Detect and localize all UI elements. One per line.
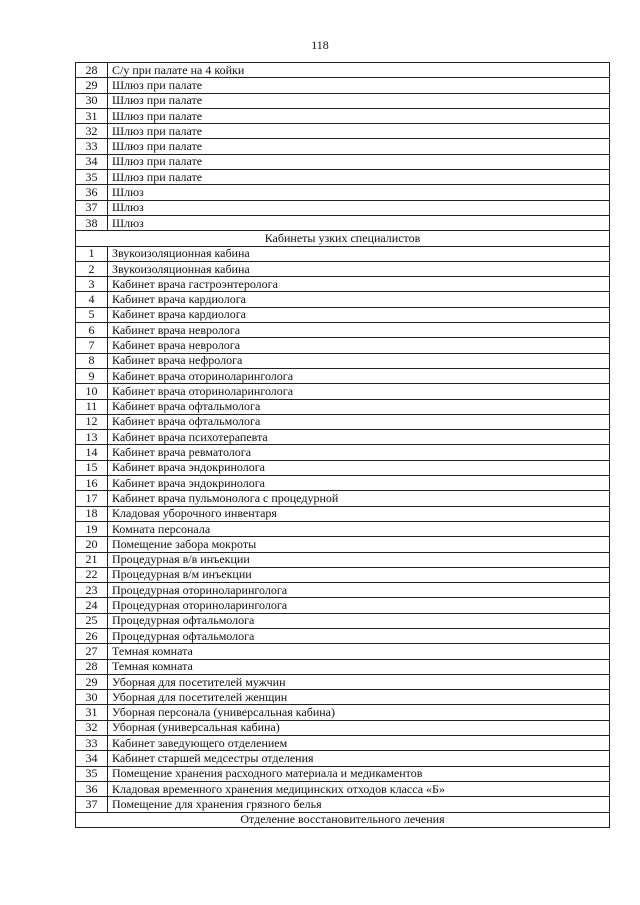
room-name: Кабинет врача оториноларинголога: [108, 384, 610, 399]
table-row: [76, 277, 610, 292]
row-number: 33: [76, 139, 108, 154]
room-name: Уборная персонала (универсальная кабина): [108, 705, 610, 720]
row-number: 2: [76, 261, 108, 276]
row-number: 5: [76, 307, 108, 322]
row-number: 22: [76, 567, 108, 582]
room-name: Кабинет заведующего отделением: [108, 736, 610, 751]
table-row: [76, 628, 610, 643]
row-number: 20: [76, 537, 108, 552]
table-row: [76, 567, 610, 582]
room-name: Комната персонала: [108, 521, 610, 536]
room-name: Шлюз при палате: [108, 124, 610, 139]
row-number: 19: [76, 521, 108, 536]
room-name: Кабинет врача офтальмолога: [108, 399, 610, 414]
row-number: 3: [76, 277, 108, 292]
table-row: [76, 139, 610, 154]
room-name: Процедурная офтальмолога: [108, 613, 610, 628]
row-number: 26: [76, 628, 108, 643]
row-number: 34: [76, 154, 108, 169]
row-number: 23: [76, 583, 108, 598]
room-name: Кабинет врача эндокринолога: [108, 460, 610, 475]
row-number: 17: [76, 491, 108, 506]
room-name: Шлюз: [108, 200, 610, 215]
row-number: 31: [76, 108, 108, 123]
table-row: [76, 613, 610, 628]
room-name: Помещение хранения расходного материала и медикаментов: [108, 766, 610, 781]
table-row: [76, 185, 610, 200]
room-name: Кладовая уборочного инвентаря: [108, 506, 610, 521]
table-row: [76, 384, 610, 399]
row-number: 11: [76, 399, 108, 414]
row-number: 32: [76, 124, 108, 139]
row-number: 24: [76, 598, 108, 613]
room-name: Шлюз: [108, 185, 610, 200]
room-name: Кладовая временного хранения медицинских отходов класса «Б»: [108, 781, 610, 796]
table-row: [76, 445, 610, 460]
room-name: Процедурная офтальмолога: [108, 628, 610, 643]
row-number: 27: [76, 644, 108, 659]
room-name: Кабинет врача пульмонолога с процедурной: [108, 491, 610, 506]
row-number: 18: [76, 506, 108, 521]
row-number: 33: [76, 736, 108, 751]
room-name: Кабинет врача невролога: [108, 338, 610, 353]
room-name: Шлюз: [108, 215, 610, 230]
rooms-table: [75, 62, 610, 828]
room-name: Шлюз при палате: [108, 108, 610, 123]
table-row: [76, 674, 610, 689]
table-row: [76, 63, 610, 78]
room-name: Темная комната: [108, 644, 610, 659]
table-row: [76, 781, 610, 796]
table-row: [76, 246, 610, 261]
room-name: Шлюз при палате: [108, 93, 610, 108]
row-number: 15: [76, 460, 108, 475]
table-row: [76, 766, 610, 781]
room-name: Кабинет врача нефролога: [108, 353, 610, 368]
table-row: [76, 521, 610, 536]
row-number: 6: [76, 323, 108, 338]
room-name: Кабинет врача эндокринолога: [108, 476, 610, 491]
row-number: 32: [76, 720, 108, 735]
room-name: Шлюз при палате: [108, 170, 610, 185]
row-number: 21: [76, 552, 108, 567]
page-number: 118: [311, 38, 329, 52]
room-name: Процедурная оториноларинголога: [108, 583, 610, 598]
row-number: 28: [76, 659, 108, 674]
row-number: 12: [76, 414, 108, 429]
room-name: Кабинет врача оториноларинголога: [108, 368, 610, 383]
table-row: [76, 476, 610, 491]
table-row: [76, 659, 610, 674]
room-name: Уборная для посетителей женщин: [108, 690, 610, 705]
row-number: 37: [76, 200, 108, 215]
table-row: [76, 460, 610, 475]
row-number: 4: [76, 292, 108, 307]
section-title: Кабинеты узких специалистов: [76, 231, 610, 246]
room-name: Кабинет врача кардиолога: [108, 307, 610, 322]
room-name: Кабинет старшей медсестры отделения: [108, 751, 610, 766]
room-name: Звукоизоляционная кабина: [108, 261, 610, 276]
table-row: [76, 537, 610, 552]
table-row: [76, 338, 610, 353]
row-number: 37: [76, 797, 108, 812]
table-row: [76, 93, 610, 108]
row-number: 28: [76, 63, 108, 78]
section-title: Отделение восстановительного лечения: [76, 812, 610, 827]
table-row: [76, 124, 610, 139]
table-row: [76, 430, 610, 445]
table-row: [76, 261, 610, 276]
room-name: Шлюз при палате: [108, 139, 610, 154]
row-number: 8: [76, 353, 108, 368]
table-row: [76, 154, 610, 169]
room-name: Процедурная оториноларинголога: [108, 598, 610, 613]
table-row: [76, 78, 610, 93]
table-row: [76, 200, 610, 215]
table-row: [76, 506, 610, 521]
table-row: [76, 720, 610, 735]
row-number: 13: [76, 430, 108, 445]
row-number: 29: [76, 674, 108, 689]
table-row: [76, 797, 610, 812]
table-row: [76, 736, 610, 751]
room-name: Звукоизоляционная кабина: [108, 246, 610, 261]
room-name: Темная комната: [108, 659, 610, 674]
table-row: [76, 414, 610, 429]
row-number: 36: [76, 185, 108, 200]
room-name: Уборная (универсальная кабина): [108, 720, 610, 735]
section-header-row: [76, 231, 610, 246]
room-name: Кабинет врача гастроэнтеролога: [108, 277, 610, 292]
section-header-row: [76, 812, 610, 827]
row-number: 10: [76, 384, 108, 399]
table-row: [76, 751, 610, 766]
table-row: [76, 368, 610, 383]
table-row: [76, 108, 610, 123]
room-name: Уборная для посетителей мужчин: [108, 674, 610, 689]
room-name: Кабинет врача психотерапевта: [108, 430, 610, 445]
row-number: 1: [76, 246, 108, 261]
row-number: 34: [76, 751, 108, 766]
room-name: Процедурная в/м инъекции: [108, 567, 610, 582]
row-number: 35: [76, 170, 108, 185]
room-name: Кабинет врача невролога: [108, 323, 610, 338]
room-name: Кабинет врача кардиолога: [108, 292, 610, 307]
row-number: 9: [76, 368, 108, 383]
table-row: [76, 644, 610, 659]
row-number: 35: [76, 766, 108, 781]
table-row: [76, 353, 610, 368]
room-name: Кабинет врача ревматолога: [108, 445, 610, 460]
table-row: [76, 399, 610, 414]
room-name: Помещение забора мокроты: [108, 537, 610, 552]
row-number: 36: [76, 781, 108, 796]
table-row: [76, 583, 610, 598]
table-row: [76, 552, 610, 567]
table-row: [76, 170, 610, 185]
room-name: Процедурная в/в инъекции: [108, 552, 610, 567]
room-name: Шлюз при палате: [108, 78, 610, 93]
table-row: [76, 307, 610, 322]
table-row: [76, 690, 610, 705]
row-number: 25: [76, 613, 108, 628]
row-number: 14: [76, 445, 108, 460]
room-name: Помещение для хранения грязного белья: [108, 797, 610, 812]
row-number: 16: [76, 476, 108, 491]
room-name: Кабинет врача офтальмолога: [108, 414, 610, 429]
row-number: 38: [76, 215, 108, 230]
table-row: [76, 323, 610, 338]
room-name: С/у при палате на 4 койки: [108, 63, 610, 78]
row-number: 7: [76, 338, 108, 353]
row-number: 29: [76, 78, 108, 93]
table-row: [76, 491, 610, 506]
row-number: 30: [76, 690, 108, 705]
rooms-table-body: [76, 63, 610, 828]
table-row: [76, 215, 610, 230]
row-number: 30: [76, 93, 108, 108]
room-name: Шлюз при палате: [108, 154, 610, 169]
table-row: [76, 705, 610, 720]
table-row: [76, 598, 610, 613]
row-number: 31: [76, 705, 108, 720]
table-row: [76, 292, 610, 307]
